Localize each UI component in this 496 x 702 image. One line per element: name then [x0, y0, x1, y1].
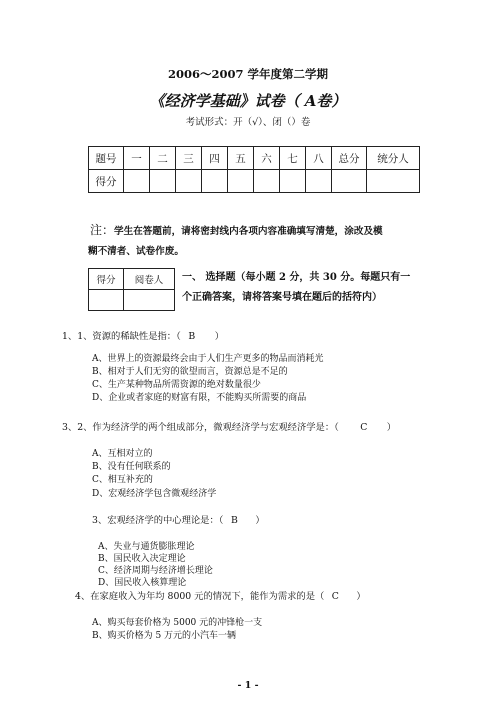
section-heading [182, 268, 434, 308]
score-cell [254, 170, 280, 193]
option-item: B、国民收入决定理论 [98, 554, 186, 564]
score-col-4: 四 [202, 147, 228, 170]
score-table-score-row [89, 170, 420, 193]
score-cell [150, 170, 176, 193]
score-col-2: 二 [150, 147, 176, 170]
exam-notice [88, 220, 428, 262]
grader-header-row [89, 269, 175, 290]
option-item: A、互相对立的 [92, 449, 153, 459]
score-cell [332, 170, 367, 193]
question-bracket: ） [356, 591, 366, 602]
section-line-1: 一、 选择题（每小题 2 分，共 30 分。每题只有一 [182, 272, 411, 283]
score-table [88, 146, 420, 193]
exam-form-line: 考试形式：开（√）、闭（）卷 [185, 117, 311, 128]
score-cell [124, 170, 150, 193]
question-stem [62, 419, 396, 433]
grader-blank-row [89, 290, 175, 311]
section-line-2: 个正确答案，请将答案号填在题后的括符内） [182, 292, 382, 303]
question-bracket: ） [214, 331, 225, 342]
option-item: D、宏观经济学包含微观经济学 [92, 489, 217, 499]
score-col-tallier: 统分人 [367, 147, 420, 170]
option-item: A、世界上的资源最终会由于人们生产更多的物品而消耗光 [92, 354, 324, 364]
semester-heading: 2006～2007 学年度第二学期 [167, 67, 329, 81]
page-number: - 1 - [237, 680, 259, 691]
score-col-5: 五 [228, 147, 254, 170]
score-col-3: 三 [176, 147, 202, 170]
score-table-header-row [89, 147, 420, 170]
grader-reviewer-cell [124, 290, 175, 311]
grader-score-cell [89, 290, 124, 311]
score-cell [306, 170, 332, 193]
score-col-label: 题号 [89, 147, 124, 170]
option-item: B、购买价格为 5 万元的小汽车一辆 [92, 631, 237, 641]
question-text: 4、在家庭收入为年均 8000 元的情况下，能作为需求的是（ [75, 591, 325, 602]
option-item: D、企业或者家庭的财富有限，不能购买所需要的商品 [92, 393, 307, 403]
answer-mark: C [331, 591, 339, 602]
option-item: B、相对于人们无穷的欲望而言，资源总是不足的 [92, 367, 288, 377]
question-text: 1、1、资源的稀缺性是指：（ [62, 331, 181, 342]
question-bracket: ） [386, 422, 397, 433]
score-col-8: 八 [306, 147, 332, 170]
question-stem [62, 328, 224, 342]
option-item: D、国民收入核算理论 [98, 578, 187, 588]
notice-lead: 注： [90, 223, 115, 237]
question-stem [92, 512, 265, 526]
score-row-label: 得分 [89, 170, 124, 193]
score-col-total: 总分 [332, 147, 367, 170]
score-cell [280, 170, 306, 193]
question-text: 3、2、作为经济学的两个组成部分，微观经济学与宏观经济学是：（ [62, 422, 339, 433]
question-stem [75, 588, 366, 602]
score-cell [176, 170, 202, 193]
question-text: 3、宏观经济学的中心理论是：（ [92, 515, 224, 526]
score-col-7: 七 [280, 147, 306, 170]
notice-line-1: 学生在答题前，请将密封线内各项内容准确填写清楚，涂改及模 [114, 226, 383, 237]
grader-table [88, 268, 175, 311]
score-col-6: 六 [254, 147, 280, 170]
exam-title: 《经济学基础》试卷（ A卷） [149, 92, 347, 110]
notice-line-2: 糊不清者、试卷作废。 [88, 246, 184, 257]
option-item: C、经济周期与经济增长理论 [98, 566, 213, 576]
option-item: B、没有任何联系的 [92, 462, 171, 472]
answer-mark: B [231, 515, 238, 526]
option-item: C、生产某种物品所需资源的绝对数量很少 [92, 380, 261, 390]
answer-mark: B [188, 331, 196, 342]
score-cell [367, 170, 420, 193]
grader-score-label: 得分 [89, 269, 124, 290]
option-item: C、相互补充的 [92, 475, 153, 485]
score-cell [202, 170, 228, 193]
score-cell [228, 170, 254, 193]
grader-reviewer-label: 阅卷人 [124, 269, 175, 290]
question-bracket: ） [255, 515, 265, 526]
option-item: A、失业与通货膨胀理论 [98, 542, 195, 552]
score-col-1: 一 [124, 147, 150, 170]
option-item: A、购买每套价格为 5000 元的冲锋枪一支 [92, 618, 263, 628]
answer-mark: C [360, 422, 368, 433]
